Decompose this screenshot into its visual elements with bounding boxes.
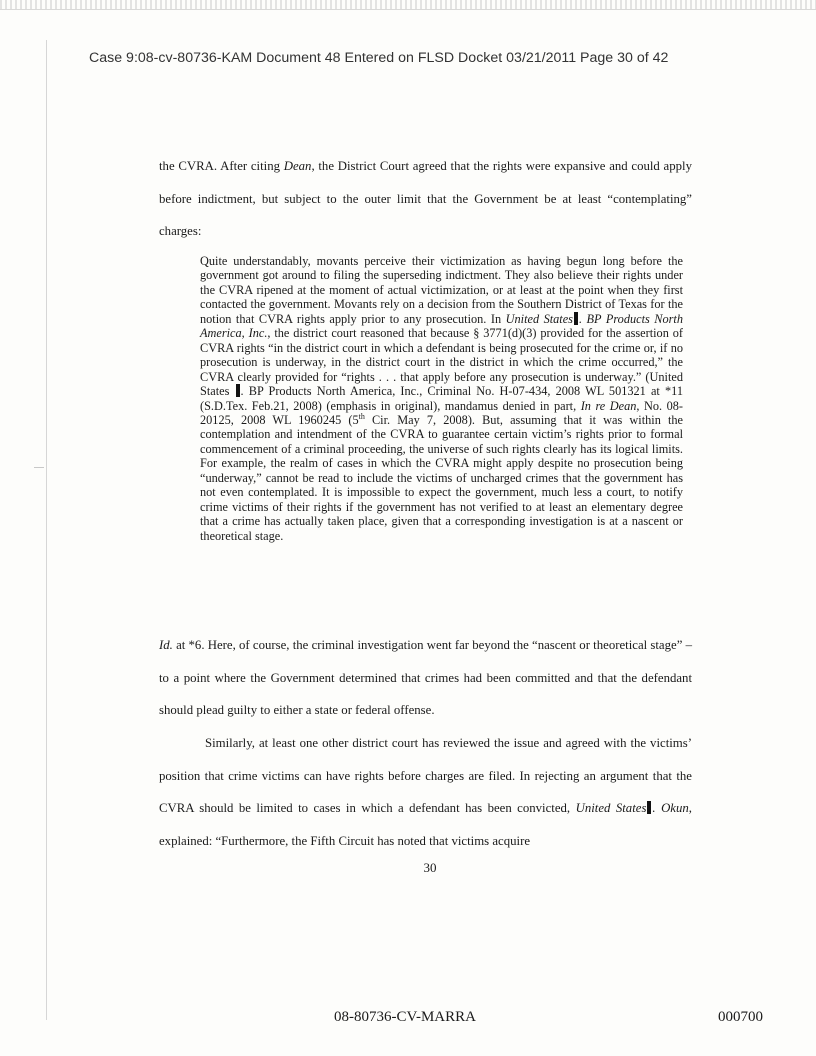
paragraph-intro — [159, 150, 692, 248]
bates-page-number: 000700 — [718, 1009, 763, 1025]
text-run: . BP Products North America, Inc., Criminal No. H-07-434, 2008 WL 501321 at *11 (S.D.Tex. Feb.21, 2008) (emphasis in original), mandamus denied in part, — [200, 384, 683, 413]
case-header: Case 9:08-cv-80736-KAM Document 48 Entered on FLSD Docket 03/21/2011 Page 30 of 42 — [89, 50, 669, 66]
block-quote — [200, 254, 683, 543]
text-run: Cir. May 7, 2008). But, assuming that it was within the contemplation and intendment of the CVRA to guarantee certain victim’s rights prior to formal commencement of a criminal proceeding, the universe of such rights clearly has its logical limits. For example, the realm of cases in which the CVRA might apply despite no prosecution being “underway,” cannot be read to include the victims of uncharged crimes that the government has not even contemplated. It is impossible to expect the government, much less a court, to notify crime victims of their rights if the government has not verified to at least an elementary degree that a crime has actually taken place, given that a corresponding investigation is at a nascent or theoretical stage. — [200, 412, 683, 543]
bates-case-number: 08-80736-CV-MARRA — [334, 1009, 476, 1025]
text-run: Similarly, at least one other district court has reviewed the issue and agreed with the victims’ position that crime victims can have rights before charges are filed. In rejecting an argument that the CVRA should be limited to cases in which a defendant has been convicted, — [159, 736, 692, 815]
redaction-mark — [647, 801, 651, 814]
case-citation: Id. — [159, 638, 173, 652]
text-run: , explained: “Furthermore, the Fifth Circuit has noted that victims acquire — [159, 801, 692, 848]
superscript: th — [358, 411, 365, 421]
scan-edge-artifact — [0, 0, 816, 10]
redaction-mark — [574, 312, 578, 325]
text-run: , the District Court agreed that the rights were expansive and could apply before indictment, but subject to the outer limit that the Government be at least “contemplating” charges: — [159, 159, 692, 238]
text-run: at *6. Here, of course, the criminal investigation went far beyond the “nascent or theoretical stage” – to a point where the Government determined that crimes had been committed and that the defendant should plead guilty to either a state or federal offense. — [159, 638, 692, 717]
page-number: 30 — [423, 860, 437, 875]
scan-margin-tick — [34, 467, 44, 468]
text-run: , No. 08-20125, 2008 WL 1960245 (5 — [200, 398, 683, 427]
text-run: , the district court reasoned that because § 3771(d)(3) provided for the assertion of CVRA rights “in the district court in which a defendant is being prosecuted for the crime or, if no prosecution is underway, in the district court in the district in which the crime occurred,” the CVRA clearly provided for “rights . . . that apply before any prosecution is underway.” (United States — [200, 326, 683, 399]
case-citation: . BP Products North America, Inc. — [200, 311, 683, 341]
paragraph-id-citation — [159, 629, 692, 727]
case-citation: In re Dean — [580, 398, 637, 413]
case-citation: . Okun — [652, 801, 689, 815]
text-run: the CVRA. After citing — [159, 159, 284, 173]
case-citation: United States — [575, 801, 647, 815]
case-citation: United States — [505, 311, 573, 326]
redaction-mark — [236, 384, 240, 397]
case-citation: Dean — [283, 159, 312, 173]
paragraph-similarly — [159, 727, 692, 857]
text-run: Quite understandably, movants perceive their victimization as having begun long before the government got around to filing the superseding indictment. They also believe their rights under the CVRA ripened at the moment of actual victimization, or at least at the point when they first contacted the government. Movants rely on a decision from the Southern District of Texas for the notion that CVRA rights apply prior to any prosecution. In — [200, 254, 683, 326]
